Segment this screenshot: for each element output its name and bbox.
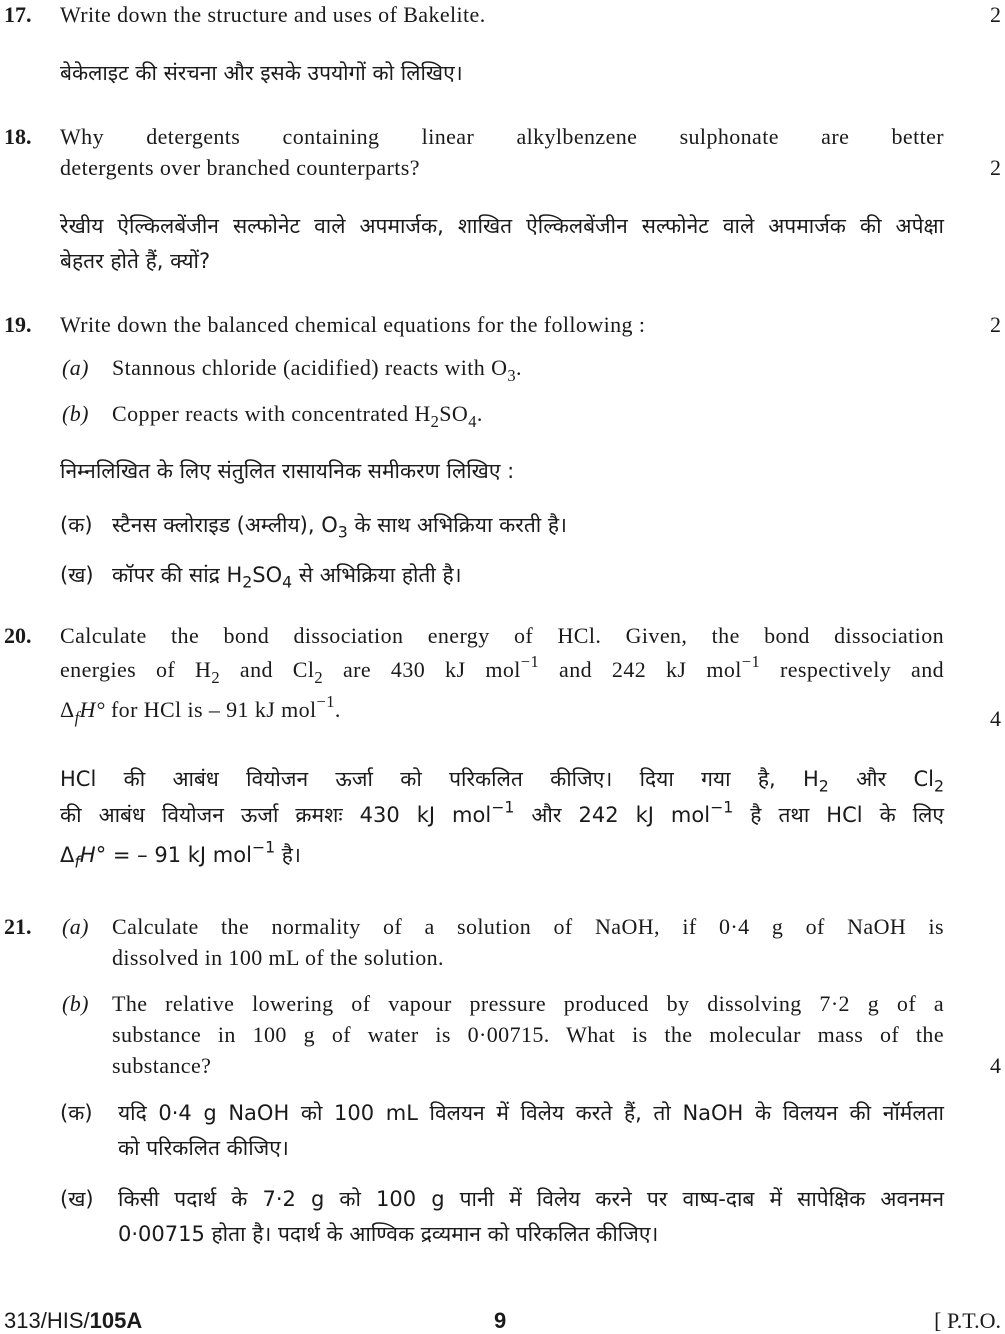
- question-text-hindi: बेकेलाइट की संरचना और इसके उपयोगों को लिखिए।: [60, 61, 463, 85]
- subpart-label: (a): [62, 355, 89, 380]
- question-text-line: $\Delta_fH^\circ$ for HCl is – 91 kJ mol$^{-1}$.: [60, 692, 341, 727]
- question-text-hindi-line: $\Delta_fH^\circ$ = – 91 kJ mol$^{-1}$ है।: [60, 837, 301, 872]
- page-number: 9: [494, 1308, 507, 1333]
- marks: 4: [990, 1053, 1001, 1078]
- question-number: 18.: [4, 124, 32, 149]
- question-text: Write down the balanced chemical equations for the following :: [60, 312, 646, 337]
- question-text: Write down the structure and uses of Bakelite.: [60, 2, 486, 27]
- subpart-text-line: substance in 100 g of water is 0·00715. What is the molecular mass of the: [112, 1022, 944, 1047]
- subpart-text-hindi: कॉपर की सांद्र $H_2SO_4$ से अभिक्रिया होती है।: [112, 563, 462, 592]
- subpart-text-line: Calculate the normality of a solution of NaOH, if 0·4 g of NaOH is: [112, 914, 944, 939]
- subpart-text-line: dissolved in 100 mL of the solution.: [112, 945, 444, 970]
- subpart-label: (a): [62, 914, 89, 939]
- question-text-line: energies of $H_2$ and $Cl_2$ are 430 kJ mol$^{-1}$ and 242 kJ mol$^{-1}$ respectively and: [60, 652, 944, 687]
- subpart-text-hindi-line: किसी पदार्थ के 7·2 g को 100 g पानी में विलेय करने पर वाष्प-दाब में सापेक्षिक अवनमन: [118, 1187, 944, 1211]
- question-number: 20.: [4, 623, 32, 648]
- subpart-label: (b): [62, 401, 89, 426]
- question-number: 19.: [4, 312, 32, 337]
- question-text-hindi: निम्नलिखित के लिए संतुलित रासायनिक समीकरण लिखिए :: [60, 459, 515, 483]
- marks: 2: [990, 312, 1001, 337]
- paper-code: 313/HIS/105A: [4, 1308, 143, 1333]
- subpart-text-line: substance?: [112, 1053, 212, 1078]
- question-text-hindi-line: की आबंध वियोजन ऊर्जा क्रमशः 430 kJ mol$^{-1}$ और 242 kJ mol$^{-1}$ है तथा HCl के लिए: [60, 797, 944, 827]
- question-text-hindi-line: बेहतर होते हैं, क्यों?: [60, 249, 211, 273]
- subpart-text-hindi-line: को परिकलित कीजिए।: [118, 1136, 289, 1160]
- marks: 2: [990, 155, 1001, 180]
- question-text-hindi-line: HCl की आबंध वियोजन ऊर्जा को परिकलित कीजिए। दिया गया है, $H_2$ और $Cl_2$: [60, 767, 945, 796]
- question-text-hindi-line: रेखीय ऐल्किलबेंजीन सल्फोनेट वाले अपमार्जक, शाखित ऐल्किलबेंजीन सल्फोनेट वाले अपमार्जक की अपेक्षा: [60, 214, 944, 238]
- question-text-line: Why detergents containing linear alkylbenzene sulphonate are better: [60, 124, 944, 149]
- subpart-label: (ख): [60, 563, 94, 587]
- subpart-label: (क): [60, 513, 93, 537]
- question-text-line: Calculate the bond dissociation energy of HCl. Given, the bond dissociation: [60, 623, 944, 648]
- pto-text: [ P.T.O.: [934, 1308, 1001, 1333]
- subpart-text: Copper reacts with concentrated $H_2SO_4$.: [112, 401, 483, 431]
- subpart-label: (b): [62, 991, 89, 1016]
- question-number: 17.: [4, 2, 32, 27]
- subpart-label: (क): [60, 1101, 93, 1125]
- subpart-text: Stannous chloride (acidified) reacts with $O_3$.: [112, 355, 522, 385]
- subpart-label: (ख): [60, 1187, 94, 1211]
- subpart-text-line: The relative lowering of vapour pressure produced by dissolving 7·2 g of a: [112, 991, 944, 1016]
- marks: 4: [990, 706, 1001, 731]
- marks: 2: [990, 2, 1001, 27]
- subpart-text-hindi-line: 0·00715 होता है। पदार्थ के आण्विक द्रव्यमान को परिकलित कीजिए।: [118, 1222, 659, 1246]
- subpart-text-hindi-line: यदि 0·4 g NaOH को 100 mL विलयन में विलेय करते हैं, तो NaOH के विलयन की नॉर्मलता: [118, 1101, 944, 1125]
- question-text-line: detergents over branched counterparts?: [60, 155, 420, 180]
- subpart-text-hindi: स्टैनस क्लोराइड (अम्लीय), $O_3$ के साथ अभिक्रिया करती है।: [112, 513, 568, 542]
- question-number: 21.: [4, 914, 32, 939]
